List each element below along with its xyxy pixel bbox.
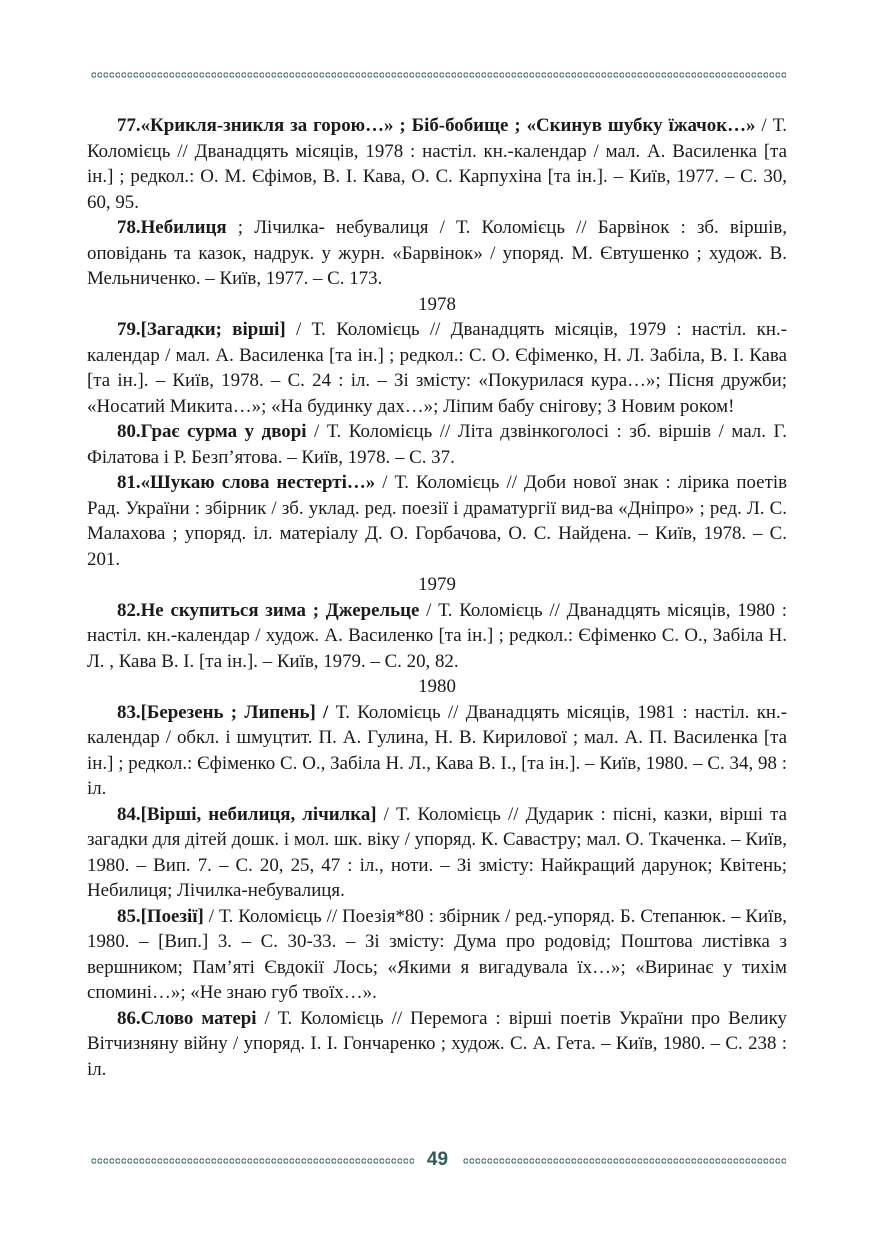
entry-title: 81.«Шукаю слова нестерті…» [117, 472, 376, 493]
entry-text: / Т. Коломієць // Дванадцять місяців, 1980 : настіл. кн.-календар / худож. А. Василенко [та ін.] ; редкол.: Єфіменко С. О., Забіла Н. Л. , Кава В. І. [та ін.]. – Київ, 1979. – С. 20, 82. [87, 599, 787, 672]
entry-title: 79.[Загадки; вірші] [117, 319, 286, 340]
entry-title: 84.[Вірші, небилиця, лічилка] [117, 803, 377, 825]
entry-title: 83.[Березень ; Липень] / [117, 701, 329, 723]
entry-title: 77.«Крикля-зникля за горою…» ; Біб-бобище ; «Скинув шубку їжачок…» [117, 115, 756, 136]
entry-text: / Т. Коломієць // Перемога : вірші поетів України про Велику Вітчизняну війну / упоряд. І. І. Гончаренко ; худож. С. А. Гета. – Київ, 1980. – С. 238 : іл. [87, 1007, 788, 1080]
bibliography-content [87, 113, 787, 1082]
entry-title: 80.Грає сурма у дворі [117, 421, 307, 442]
entry-title: 82.Не скупиться зима ; Джерельце [117, 599, 420, 621]
entry-80 [87, 419, 787, 470]
entry-text: / Т. Коломієць // Поезія*80 : збірник / ред.-упоряд. Б. Степанюк. – Київ, 1980. – [Вип.] 3. – С. 30-33. – Зі змісту: Дума про родовід; Поштова листівка з вершником; Пам’яті Євдокії Лось; «Якими я вигадувала їх…»; «Виринає у тихім спомині…»; «Не знаю губ твоїх…». [87, 905, 787, 1003]
entry-text: / Т. Коломієць // Дванадцять місяців, 1979 : настіл. кн.-календар / мал. А. Василенка [та ін.] ; редкол.: С. О. Єфіменко, Н. Л. Забіла, В. І. Кава [та ін.]. – Київ, 1978. – С. 24 : іл. – Зі змісту: «Покурилася кура…»; Пісня дружби; «Носатий Микита…»; «На будинку дах…»; Ліпим бабу снігову; З Новим роком! [87, 319, 787, 417]
year-heading-1979: 1979 [418, 574, 456, 595]
entry-text: / Т. Коломієць // Дударик : пісні, казки, вірші та загадки для дітей дошк. і мол. шк. віку / упоряд. К. Савастру; мал. О. Ткаченка. – Київ, 1980. – Вип. 7. – С. 20, 25, 47 : іл., ноти. – Зі змісту: Найкращий дарунок; Квітень; Небилиця; Лічилка-небувалиця. [87, 803, 787, 901]
entry-86 [87, 1006, 787, 1083]
entry-text: ; Лічилка- небувалиця / Т. Коломієць // Барвінок : зб. віршів, оповідань та казок, надрук. у журн. «Барвінок» / упоряд. М. Євтушенко ; худож. В. Мельниченко. – Київ, 1977. – С. 173. [87, 217, 787, 289]
year-heading-1978: 1978 [418, 293, 456, 315]
top-ornament-border [90, 71, 787, 79]
entry-text: / Т. Коломієць // Доби нової знак : лірика поетів Рад. України : збірник / зб. уклад. ред. поезії і драматургії вид-ва «Дніпро» ; ред. Л. С. Малахова ; упоряд. іл. матеріалу Д. О. Горбачова, О. С. Найдена. – Київ, 1978. – С. 201. [87, 472, 787, 570]
bottom-ornament-border-left [90, 1157, 415, 1165]
entry-79 [87, 317, 787, 419]
entry-82 [87, 598, 787, 675]
entry-83 [87, 700, 787, 802]
entry-text: / Т. Коломієць // Літа дзвінкоголосі : зб. віршів / мал. Г. Філатова і Р. Безп’ятова. – Київ, 1978. – С. 37. [87, 421, 787, 468]
entry-title: 85.[Поезії] [117, 905, 204, 927]
entry-85 [87, 904, 787, 1006]
entry-78 [87, 215, 787, 292]
entry-title: 78.Небилиця [117, 217, 227, 238]
entry-84 [87, 802, 787, 904]
entry-81 [87, 470, 787, 572]
bottom-ornament-border-right [462, 1157, 787, 1165]
page-number: 49 [426, 1149, 449, 1170]
entry-text: Т. Коломієць // Дванадцять місяців, 1981 : настіл. кн.-календар / обкл. і шмуцтит. П. А. Гулина, Н. В. Кирилової ; мал. А. П. Василенка [та ін.] ; редкол.: Єфіменко С. О., Забіла Н. Л., Кава В. І., [та ін.]. – Київ, 1980. – С. 34, 98 : іл. [87, 701, 787, 799]
year-heading-1980: 1980 [418, 676, 456, 697]
entry-title: 86.Слово матері [117, 1007, 257, 1029]
entry-77 [87, 113, 787, 215]
entry-text: / Т. Коломієць // Дванадцять місяців, 1978 : настіл. кн.-календар / мал. А. Василенка [та ін.] ; редкол.: О. М. Єфімов, В. І. Кава, О. С. Карпухіна [та ін.]. – Київ, 1977. – С. 30, 60, 95. [87, 115, 787, 213]
